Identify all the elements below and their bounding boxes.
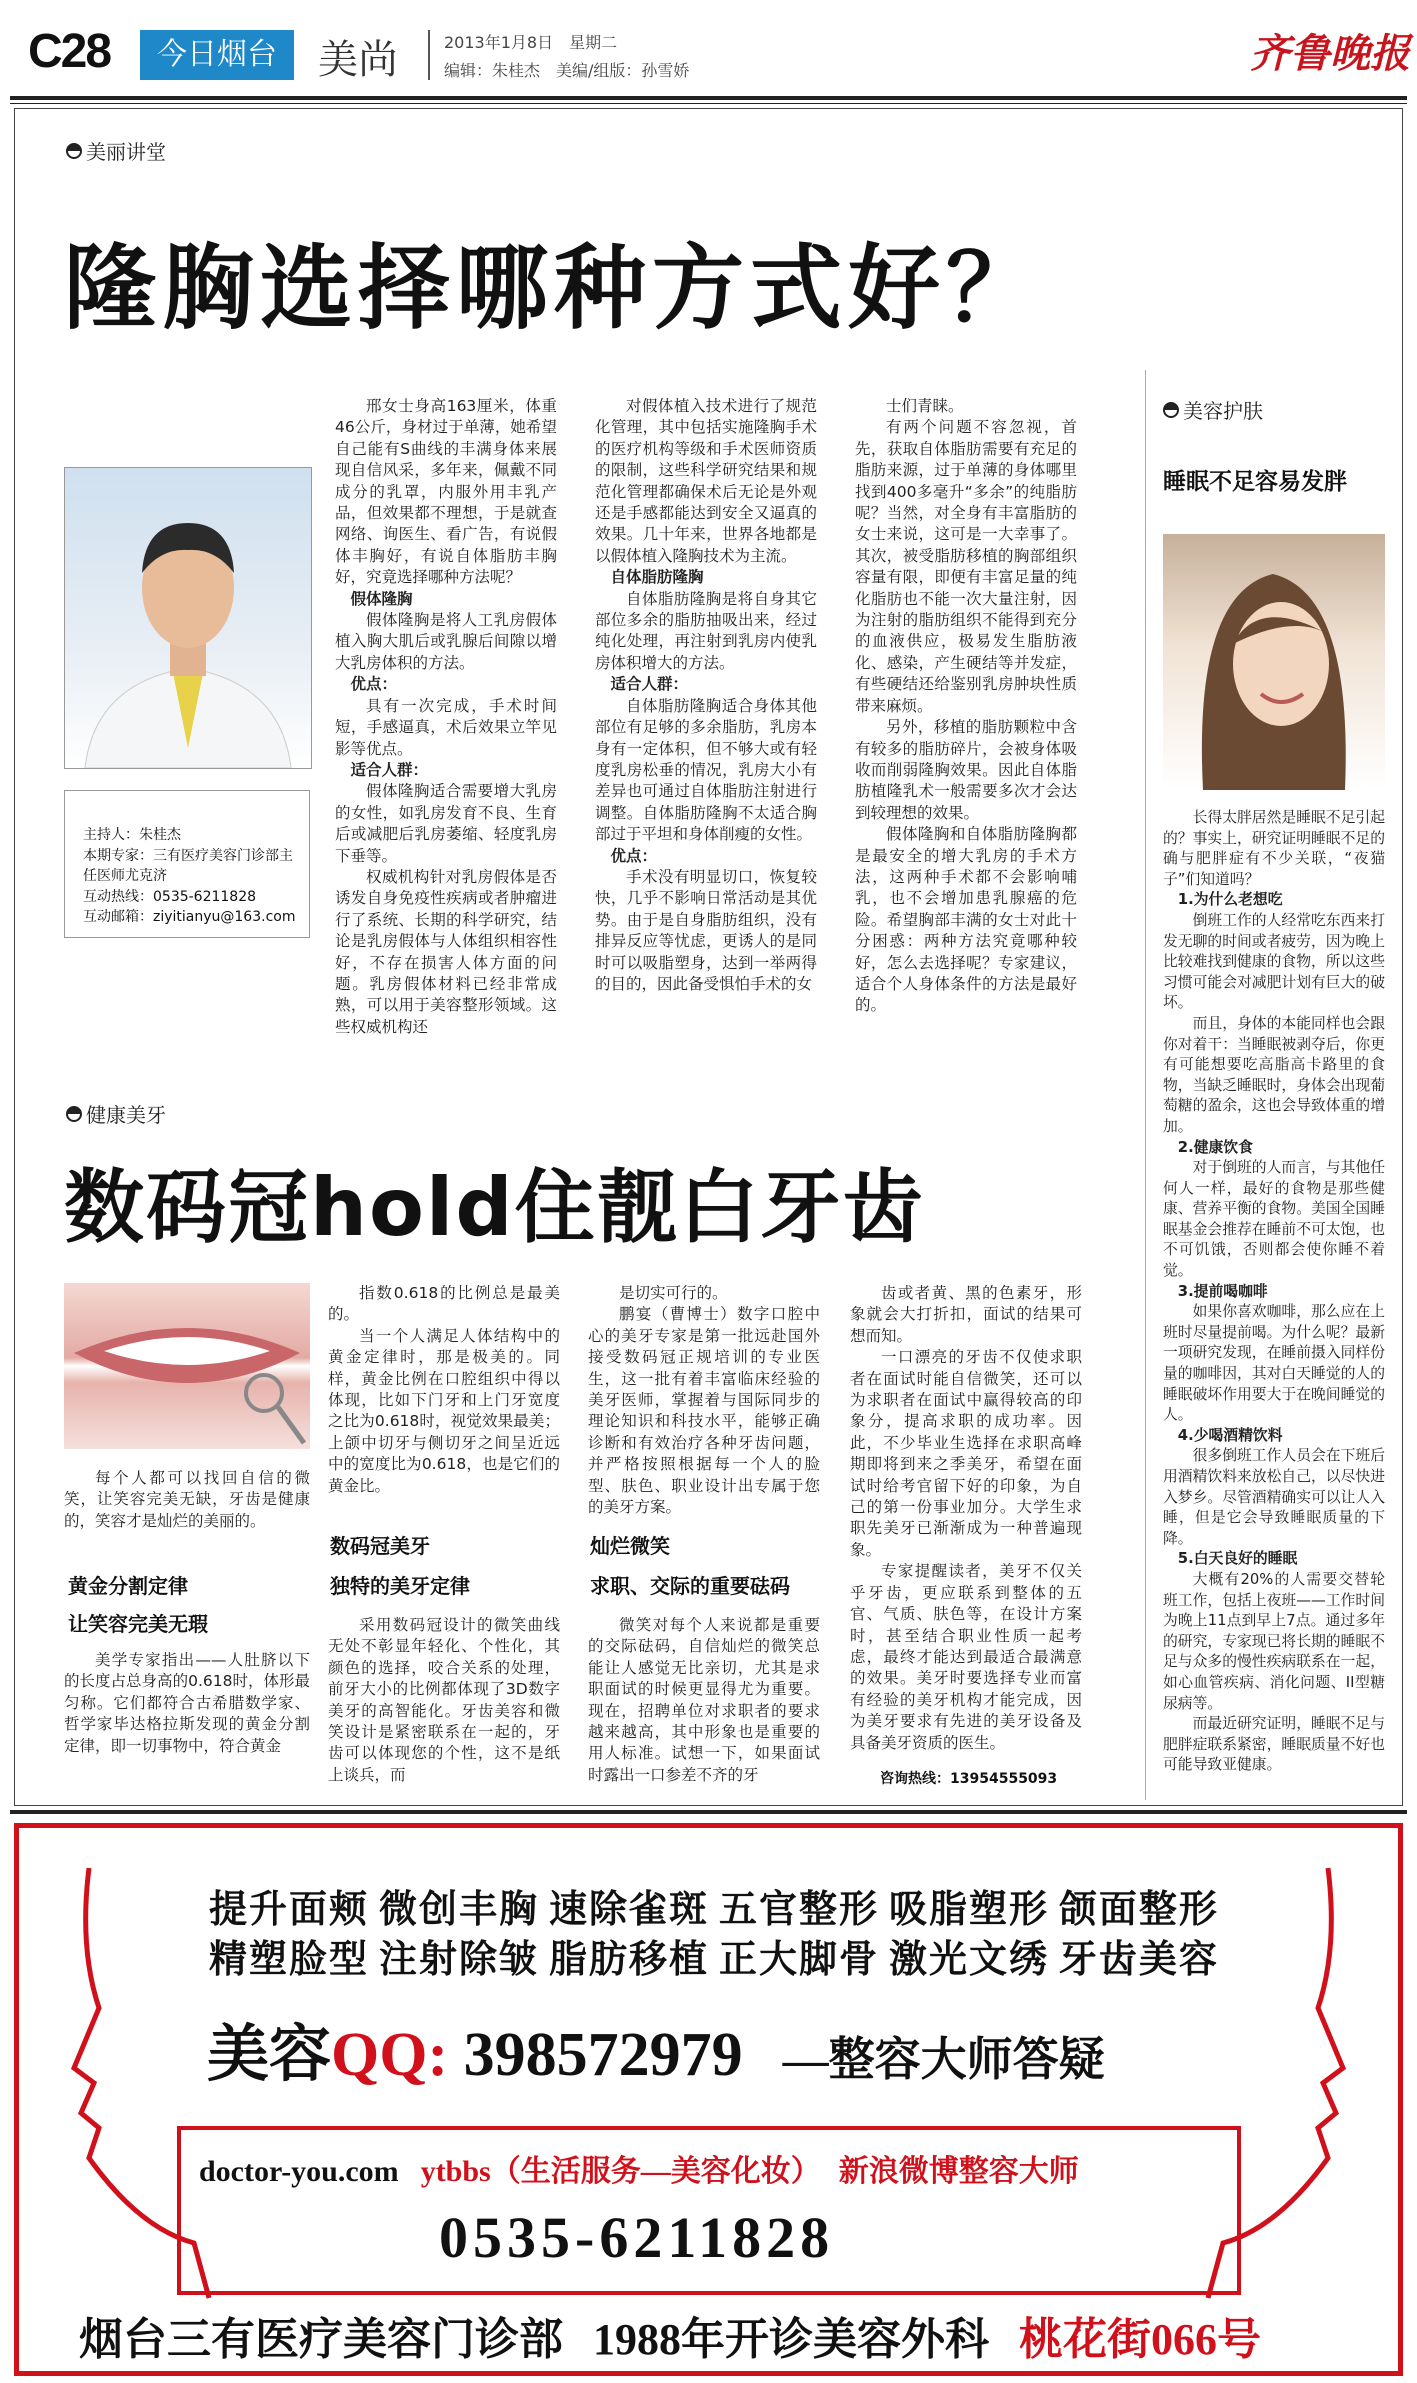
column-subhead: 4.少喝酒精饮料 xyxy=(1177,1426,1283,1444)
column-paragraph: 如果你喜欢咖啡，那么应在上班时尽量提前喝。为什么呢？最新一项研究发现，在睡前摄入同样份量的咖啡因，其对白天睡觉的人的睡眠破坏作用要大于在晚间睡觉的人。 xyxy=(1163,1303,1385,1424)
qq-suffix: —整容大师答疑 xyxy=(782,2034,1105,2085)
ad-bottom-line xyxy=(79,2303,1261,2367)
article2-column-3b xyxy=(588,1615,820,1786)
ad-services-row-1 xyxy=(209,1878,1219,1933)
column-paragraph: 假体隆胸和自体脂肪隆胸都是最安全的增大乳房的手术方法，这两种手术都不会影响哺乳，也不会增加患乳腺癌的危险。希望胸部丰满的女士对此十分困惑：两种方法究竟哪种较好，怎么去选择呢？专家建议，适合个人身体条件的方法是最好的。 xyxy=(855,825,1077,1015)
article1-tag-text: 美丽讲堂 xyxy=(86,140,166,164)
column-paragraph: 另外，移植的脂肪颗粒中含有较多的脂肪碎片，会被身体吸收而削弱隆胸效果。因此自体脂肪植隆乳术一般需要多次才会达到较理想的效果。 xyxy=(855,718,1077,822)
qq-number: 398572979 xyxy=(448,2021,743,2089)
header-rule xyxy=(10,96,1407,100)
sub-section-label: 美尚 xyxy=(318,37,398,83)
expert-portrait-illustration xyxy=(65,468,311,768)
clinic-since: 1988年开诊美容外科 xyxy=(593,2315,989,2364)
column-subhead: 优点： xyxy=(610,846,658,865)
column-paragraph: 而最近研究证明，睡眠不足与肥胖症联系紧密，睡眠质量不好也可能导致亚健康。 xyxy=(1163,1715,1385,1774)
expert-name: 本期专家：三有医疗美容门诊部主任医师尤克济 xyxy=(83,847,293,884)
qq-prefix: 美容 xyxy=(207,2021,332,2089)
newspaper-masthead: 齐鲁晚报 xyxy=(1250,30,1410,77)
qq-label: QQ: xyxy=(331,2021,449,2089)
column-paragraph: 假体隆胸是将人工乳房假体植入胸大肌后或乳腺后间隙以增大乳房体积的方法。 xyxy=(335,611,557,672)
article2-subhead-3b: 求职、交际的重要砝码 xyxy=(590,1574,790,1598)
article2-subhead-2a: 数码冠美牙 xyxy=(330,1534,430,1558)
column-paragraph: 一口漂亮的牙齿不仅使求职者在面试时能自信微笑，还可以为求职者在面试中赢得较高的印象分，提高求职的成功率。因此，不少毕业生选择在求职高峰期即将到来之季美牙，希望在面试时给考官留下好的印象，为自己的第一份事业加分。大学生求职先美牙已渐渐成为一种普遍现象。 xyxy=(850,1348,1082,1559)
hotline-info: 互动热线：0535-6211828 xyxy=(83,888,257,905)
column-paragraph: 自体脂肪隆胸适合身体其他部位有足够的多余脂肪，乳房本身有一定体积，但不够大或有轻度乳房松垂的情况，乳房大小有差异也可通过自体脂肪注射进行调整。自体脂肪隆胸不太适合胸部过于平坦和身体削瘦的女性。 xyxy=(595,696,817,844)
column-paragraph: 当一个人满足人体结构中的黄金定律时，那是极美的。同样，黄金比例在口腔组织中得以体现，比如下门牙和上门牙宽度之比为0.618时，视觉效果最美；上颌中切牙与侧切牙之间呈近远中的宽度比为0.618，也是它们的黄金比。 xyxy=(328,1326,560,1495)
clinic-advertisement xyxy=(14,1823,1403,2376)
ad-service-item: 注射除皱 xyxy=(378,1939,539,1981)
column-paragraph: 手术没有明显切口，恢复较快，几乎不影响日常活动是其优势。由于是自身脂肪组织，没有排异反应等忧虑，更诱人的是同时可以吸脂塑身，达到一举两得的目的，因此备受惧怕手术的女 xyxy=(595,867,817,993)
section-label: 今日烟台 xyxy=(140,30,294,80)
ad-contact-line xyxy=(199,2146,1079,2190)
column-paragraph: 鹏宴（曹博士）数字口腔中心的美牙专家是第一批远赴国外接受数码冠正规培训的专业医生，这一批有着丰富临床经验的美牙医师，掌握着与国际同步的理论知识和科技水平，能够正确诊断和有效治疗各种牙齿问题，并严格按照根据每一个人的脸型、肤色、职业设计出专属于您的美牙方案。 xyxy=(588,1305,820,1517)
article2-subhead-1a: 黄金分割定律 xyxy=(68,1574,188,1598)
article2-subhead-2b: 独特的美牙定律 xyxy=(330,1574,470,1598)
article1-column-2 xyxy=(595,396,817,995)
ad-service-item: 吸脂塑形 xyxy=(888,1889,1049,1931)
sidebar-column xyxy=(1163,808,1385,1776)
sidebar-tag xyxy=(1163,395,1263,424)
column-paragraph: 齿或者黄、黑的色素牙，形象就会大打折扣，面试的结果可想而知。 xyxy=(850,1284,1082,1345)
sidebar-tag-text: 美容护肤 xyxy=(1183,399,1263,423)
column-subhead: 假体隆胸 xyxy=(350,589,413,608)
article2-tag-text: 健康美牙 xyxy=(86,1103,166,1127)
sidebar-title: 睡眠不足容易发胖 xyxy=(1163,469,1347,495)
email-info: 互动邮箱：ziyitianyu@163.com xyxy=(83,909,296,925)
ad-top-rule xyxy=(10,1810,1407,1814)
article1-column-1 xyxy=(335,396,557,1038)
article1-column-3 xyxy=(855,396,1077,1017)
article1-headline: 隆胸选择哪种方式好？ xyxy=(64,235,1045,342)
ad-services-row-2 xyxy=(209,1928,1219,1983)
host-info-box xyxy=(64,790,310,938)
column-paragraph: 采用数码冠设计的微笑曲线无处不彰显年轻化、个性化，其颜色的选择，咬合关系的处理，前牙大小的比例都体现了3D数字美牙的高智能化。牙齿美容和微笑设计是紧密联系在一起的，牙齿可以体现您的个性，这不是纸上谈兵，而 xyxy=(328,1616,560,1784)
column-paragraph: 有两个问题不容忽视，首先，获取自体脂肪需要有充足的脂肪来源，过于单薄的身体哪里找到400多毫升“多余”的纯脂肪呢？当然，对全身有丰富脂肪的女士来说，这可是一大幸事了。其次，被受脂肪移植的胸部组织容量有限，即便有丰富足量的纯化脂肪也不能一次大量注射，因为注射的脂肪组织不能得到充分的血液供应，极易发生脂肪液化、感染，产生硬结等并发症，有些硬结还给鉴别乳房肿块性质带来麻烦。 xyxy=(855,418,1077,715)
article2-column-2a xyxy=(328,1283,560,1497)
column-paragraph: 大概有20%的人需要交替轮班工作，包括上夜班——工作时间为晚上11点到早上7点。通过多年的研究，专家现已将长期的睡眠不足与众多的慢性疾病联系在一起，如心血管疾病、消化问题、II型糖尿病等。 xyxy=(1163,1570,1385,1712)
column-subhead: 2.健康饮食 xyxy=(1177,1138,1253,1156)
teeth-illustration xyxy=(64,1283,310,1449)
ad-forum: ytbbs（生活服务—美容化妆） xyxy=(420,2155,821,2188)
sidebar-divider xyxy=(1145,370,1146,1800)
column-subhead: 1.为什么老想吃 xyxy=(1177,891,1283,909)
clinic-name: 烟台三有医疗美容门诊部 xyxy=(79,2315,563,2364)
column-subhead: 适合人群： xyxy=(610,675,689,694)
column-paragraph: 微笑对每个人来说都是重要的交际砝码，自信灿烂的微笑总能让人感觉无比亲切，尤其是求职面试的时候更显得尤为重要。现在，招聘单位对求职者的要求越来越高，其中形象也是重要的用人标准。试想一下，如果面试时露出一口参差不齐的牙 xyxy=(588,1616,820,1784)
ad-qq-line xyxy=(207,2004,1105,2093)
expert-portrait xyxy=(64,467,312,769)
host-name: 主持人：朱桂杰 xyxy=(83,827,181,843)
article2-column-2b xyxy=(328,1615,560,1786)
column-subhead: 5.白天良好的睡眠 xyxy=(1177,1550,1298,1568)
issue-date: 2013年1月8日 星期二 xyxy=(444,33,618,52)
header-divider xyxy=(428,30,430,80)
column-paragraph: 长得太胖居然是睡眠不足引起的？事实上，研究证明睡眠不足的确与肥胖症有不少关联，“夜猫子”们知道吗？ xyxy=(1163,809,1385,888)
smiling-woman-photo xyxy=(1163,534,1385,790)
column-paragraph: 倒班工作的人经常吃东西来打发无聊的时间或者疲劳，因为晚上比较难找到健康的食物，所以这些习惯可能会对减肥计划有巨大的破坏。 xyxy=(1163,911,1385,1012)
ad-service-item: 微创丰胸 xyxy=(378,1889,539,1931)
article2-subhead-3a: 灿烂微笑 xyxy=(590,1534,670,1558)
column-paragraph: 专家提醒读者，美牙不仅关乎牙齿，更应联系到整体的五官、气质、肤色等，在设计方案时，甚至结合职业性质一起考虑，最终才能达到最适合最满意的效果。美牙时要选择专业而富有经验的美牙机构才能完成，因为美牙要求有先进的美牙设备及具备美牙资质的医生。 xyxy=(850,1562,1082,1752)
column-paragraph: 具有一次完成，手术时间短，手感逼真，术后效果立竿见影等优点。 xyxy=(335,696,557,758)
article2-subhead-1b: 让笑容完美无瑕 xyxy=(68,1612,208,1636)
photo-caption: 每个人都可以找回自信的微笑，让笑容完美无缺，牙齿是健康的，笑容才是灿烂的美丽的。 xyxy=(64,1469,310,1530)
teeth-smile-photo xyxy=(64,1283,310,1449)
article2-tag xyxy=(66,1099,166,1128)
column-paragraph: 自体脂肪隆胸是将自身其它部位多余的脂肪抽吸出来，经过纯化处理，再注射到乳房内使乳房体积增大的方法。 xyxy=(595,589,817,672)
column-subhead: 自体脂肪隆胸 xyxy=(610,568,704,587)
column-paragraph: 邢女士身高163厘米，体重46公斤，身材过于单薄，她希望自己能有S曲线的丰满身体来展现自信风采，多年来，佩戴不同成分的乳罩，内服外用丰乳产品，但效果都不理想，于是就查网络、询医生、看广告，有说假体丰胸好，有说自体脂肪丰胸好，究竟选择哪种方法呢？ xyxy=(335,397,557,587)
article2-column-3a xyxy=(588,1283,820,1518)
column-paragraph: 假体隆胸适合需要增大乳房的女性，如乳房发育不良、生育后或减肥后乳房萎缩、轻度乳房下垂等。 xyxy=(335,782,557,865)
article2-column-1 xyxy=(64,1650,310,1757)
column-paragraph: 很多倒班工作人员会在下班后用酒精饮料来放松自己，以尽快进入梦乡。尽管酒精确实可以让人入睡，但是它会导致睡眠质量的下降。 xyxy=(1163,1447,1385,1547)
column-paragraph: 而且，身体的本能同样也会跟你对着干：当睡眠被剥夺后，你更有可能想要吃高脂高卡路里的食物，当缺乏睡眠时，身体会出现葡萄糖的盈余，这也会导致体重的增加。 xyxy=(1163,1014,1385,1135)
ad-service-item: 颌面整形 xyxy=(1058,1889,1219,1931)
ad-service-item: 提升面颊 xyxy=(209,1889,370,1931)
column-subhead: 适合人群： xyxy=(350,760,429,779)
consult-hotline: 咨询热线：13954555093 xyxy=(880,1771,1058,1787)
ad-service-item: 正大脚骨 xyxy=(718,1939,879,1981)
page-code: C28 xyxy=(28,25,111,78)
ad-service-item: 牙齿美容 xyxy=(1058,1939,1219,1981)
ad-weibo: 新浪微博整容大师 xyxy=(838,2155,1079,2188)
clinic-address: 桃花街066号 xyxy=(1019,2315,1261,2364)
ad-service-item: 五官整形 xyxy=(718,1889,879,1931)
article2-headline: 数码冠hold住靓白牙齿 xyxy=(64,1161,925,1254)
editor-credits: 编辑：朱桂杰 美编/组版：孙雪娇 xyxy=(444,61,690,80)
column-paragraph: 士们青睐。 xyxy=(886,397,964,415)
column-paragraph: 权威机构针对乳房假体是否诱发自身免疫性疾病或者肿瘤进行了系统、长期的科学研究，结论是乳房假体与人体组织相容性好，不存在损害人体方面的问题。乳房假体材料已经非常成熟，可以用于美容整形领域。这些权威机构还 xyxy=(335,867,557,1036)
column-paragraph: 美学专家指出——人肚脐以下的长度占总身高的0.618时，体形最匀称。它们都符合古希腊数学家、哲学家毕达格拉斯发现的黄金分割定律，即一切事物中，符合黄金 xyxy=(64,1651,310,1755)
column-paragraph: 指数0.618的比例总是最美的。 xyxy=(328,1284,560,1324)
column-subhead: 3.提前喝咖啡 xyxy=(1177,1282,1268,1300)
column-paragraph: 对于倒班的人而言，与其他任何人一样，最好的食物是那些健康、营养平衡的食物。美国全国睡眠基金会推荐在睡前不可太饱，也不可饥饿，否则都会使你睡不着觉。 xyxy=(1163,1159,1385,1280)
ad-service-item: 速除雀斑 xyxy=(548,1889,709,1931)
article2-column-4 xyxy=(850,1283,1082,1754)
ad-phone: 0535-6211828 xyxy=(439,2205,835,2270)
ad-service-item: 精塑脸型 xyxy=(209,1939,370,1981)
tag-bullet-icon xyxy=(1163,402,1179,418)
ad-service-item: 脂肪移植 xyxy=(548,1939,709,1981)
header-rule-thin xyxy=(10,103,1407,104)
tag-bullet-icon xyxy=(66,1106,82,1122)
woman-illustration xyxy=(1163,534,1385,790)
ad-service-item: 激光文绣 xyxy=(888,1939,1049,1981)
column-paragraph: 对假体植入技术进行了规范化管理，其中包括实施隆胸手术的医疗机构等级和手术医师资质的限制，这些科学研究结果和规范化管理都确保术后无论是外观还是手感都能达到安全又逼真的效果。几十年来，世界各地都是以假体植入隆胸技术为主流。 xyxy=(595,397,817,565)
article1-tag xyxy=(66,136,166,165)
column-subhead: 优点： xyxy=(350,675,398,694)
ad-url[interactable]: doctor-you.com xyxy=(199,2155,399,2188)
column-paragraph: 是切实可行的。 xyxy=(619,1284,728,1302)
tag-bullet-icon xyxy=(66,143,82,159)
